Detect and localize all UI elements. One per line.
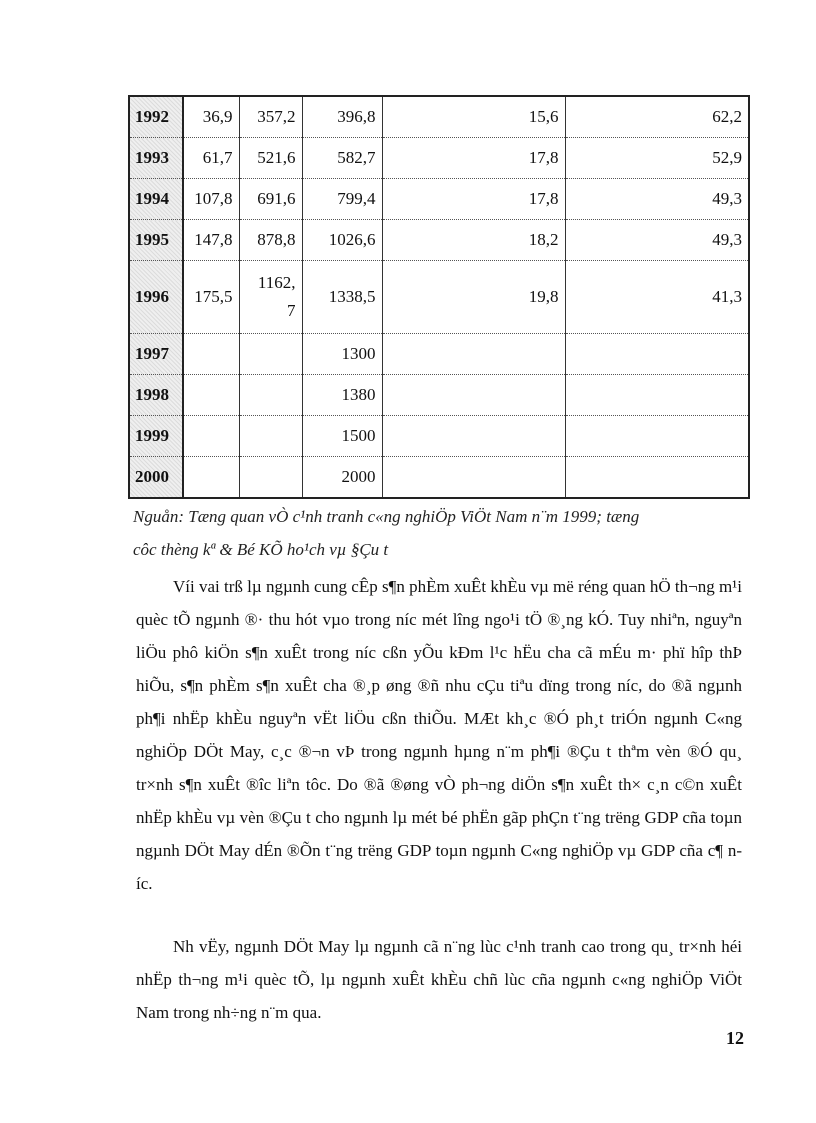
year-cell: 1997 (129, 334, 183, 375)
table-cell: 17,8 (382, 138, 565, 179)
table-cell: 52,9 (565, 138, 749, 179)
table-source-note (133, 500, 733, 566)
table-cell (382, 375, 565, 416)
table-cell (382, 457, 565, 499)
table-row (129, 334, 749, 375)
table-row (129, 261, 749, 334)
table-cell: 19,8 (382, 261, 565, 334)
table-cell: 396,8 (302, 96, 382, 138)
table-cell: 691,6 (239, 179, 302, 220)
table-cell: 1500 (302, 416, 382, 457)
table-cell: 147,8 (183, 220, 239, 261)
table-cell (565, 457, 749, 499)
table-cell (183, 457, 239, 499)
table-cell: 61,7 (183, 138, 239, 179)
table-cell: 49,3 (565, 179, 749, 220)
table-cell (183, 375, 239, 416)
year-cell: 1993 (129, 138, 183, 179)
table-cell: 1380 (302, 375, 382, 416)
table-cell: 582,7 (302, 138, 382, 179)
year-cell: 1995 (129, 220, 183, 261)
statistics-table (128, 95, 750, 499)
table-row (129, 416, 749, 457)
table-cell: 15,6 (382, 96, 565, 138)
table-cell: 799,4 (302, 179, 382, 220)
table-row (129, 179, 749, 220)
table-cell (239, 375, 302, 416)
table-cell (183, 416, 239, 457)
table-cell: 357,2 (239, 96, 302, 138)
table-cell: 1300 (302, 334, 382, 375)
year-cell: 1996 (129, 261, 183, 334)
table-cell: 878,8 (239, 220, 302, 261)
body-paragraph: Víi vai trß lµ ngµnh cung cÊp s¶n phÈm xuÊt khÈu vµ më réng quan hÖ th¬ng m¹i quèc tÕ ngµnh ®· thu hót vµo trong níc mét lîng ngo¹i tÖ ®¸ng kÓ. Tuy nhiªn, nguyªn liÖu phô kiÖn s¶n xuÊt trong níc cßn yÕu kÐm l¹c hËu cha cã mÉu m· phï hîp thÞ hiÕu, s¶n phÈm s¶n xuÊt cha ®¸p øng ®ñ nhu cÇu tiªu dïng trong níc, do ®ã ngµnh ph¶i nhËp khÈu nguyªn vËt liÖu cßn thiÕu. MÆt kh¸c ®Ó ph¸t triÓn ngµnh C«ng nghiÖp DÖt May, c¸c ®¬n vÞ trong ngµnh hµng n¨m ph¶i ®Çu t thªm vèn ®Ó qu¸ tr×nh s¶n xuÊt ®îc liªn tôc. Do ®ã ®øng vÒ ph¬ng diÖn s¶n xuÊt th× c¸n c©n xuÊt nhËp khÈu vµ vèn ®Çu t cho ngµnh lµ mét bé phËn gãp phÇn t¨ng trëng GDP cña toµn ngµnh DÖt May dÉn ®Õn t¨ng trëng GDP toµn ngµnh C«ng nghiÖp vµ GDP cña c¶ níc. (136, 577, 742, 893)
table-cell: 521,6 (239, 138, 302, 179)
table-cell (239, 457, 302, 499)
source-line: côc thèng kª & Bé KÕ ho¹ch vµ §Çu t (133, 540, 389, 559)
table-row (129, 375, 749, 416)
table-row (129, 457, 749, 499)
table-cell (183, 334, 239, 375)
table-cell (239, 261, 302, 334)
table-cell: 1338,5 (302, 261, 382, 334)
table-cell: 18,2 (382, 220, 565, 261)
body-paragraph: Nh vËy, ngµnh DÖt May lµ ngµnh cã n¨ng lùc c¹nh tranh cao trong qu¸ tr×nh héi nhËp th¬ng m¹i quèc tÕ, lµ ngµnh xuÊt khÈu chñ lùc cña ngµnh c«ng nghiÖp ViÖt Nam trong nh÷ng n¨m qua. (136, 937, 742, 1022)
cell-line: 1162, (257, 273, 296, 292)
table-row (129, 96, 749, 138)
table-cell (565, 375, 749, 416)
year-cell: 1998 (129, 375, 183, 416)
table-cell: 175,5 (183, 261, 239, 334)
table-row (129, 220, 749, 261)
table-cell (239, 416, 302, 457)
year-cell: 2000 (129, 457, 183, 499)
table-cell (239, 334, 302, 375)
table-cell (382, 416, 565, 457)
table-cell (565, 416, 749, 457)
table-cell: 41,3 (565, 261, 749, 334)
table-cell: 62,2 (565, 96, 749, 138)
table-row (129, 138, 749, 179)
table-cell: 1026,6 (302, 220, 382, 261)
table-cell: 2000 (302, 457, 382, 499)
source-line: Nguån: Tæng quan vÒ c¹nh tranh c«ng nghiÖp ViÖt Nam n¨m 1999; tæng (133, 507, 640, 526)
year-cell: 1992 (129, 96, 183, 138)
page-number: 12 (726, 1028, 744, 1048)
table-cell: 17,8 (382, 179, 565, 220)
cell-line: 7 (287, 301, 296, 320)
table-cell (565, 334, 749, 375)
table-cell (382, 334, 565, 375)
year-cell: 1994 (129, 179, 183, 220)
table-cell: 49,3 (565, 220, 749, 261)
table-cell: 36,9 (183, 96, 239, 138)
year-cell: 1999 (129, 416, 183, 457)
table-cell: 107,8 (183, 179, 239, 220)
